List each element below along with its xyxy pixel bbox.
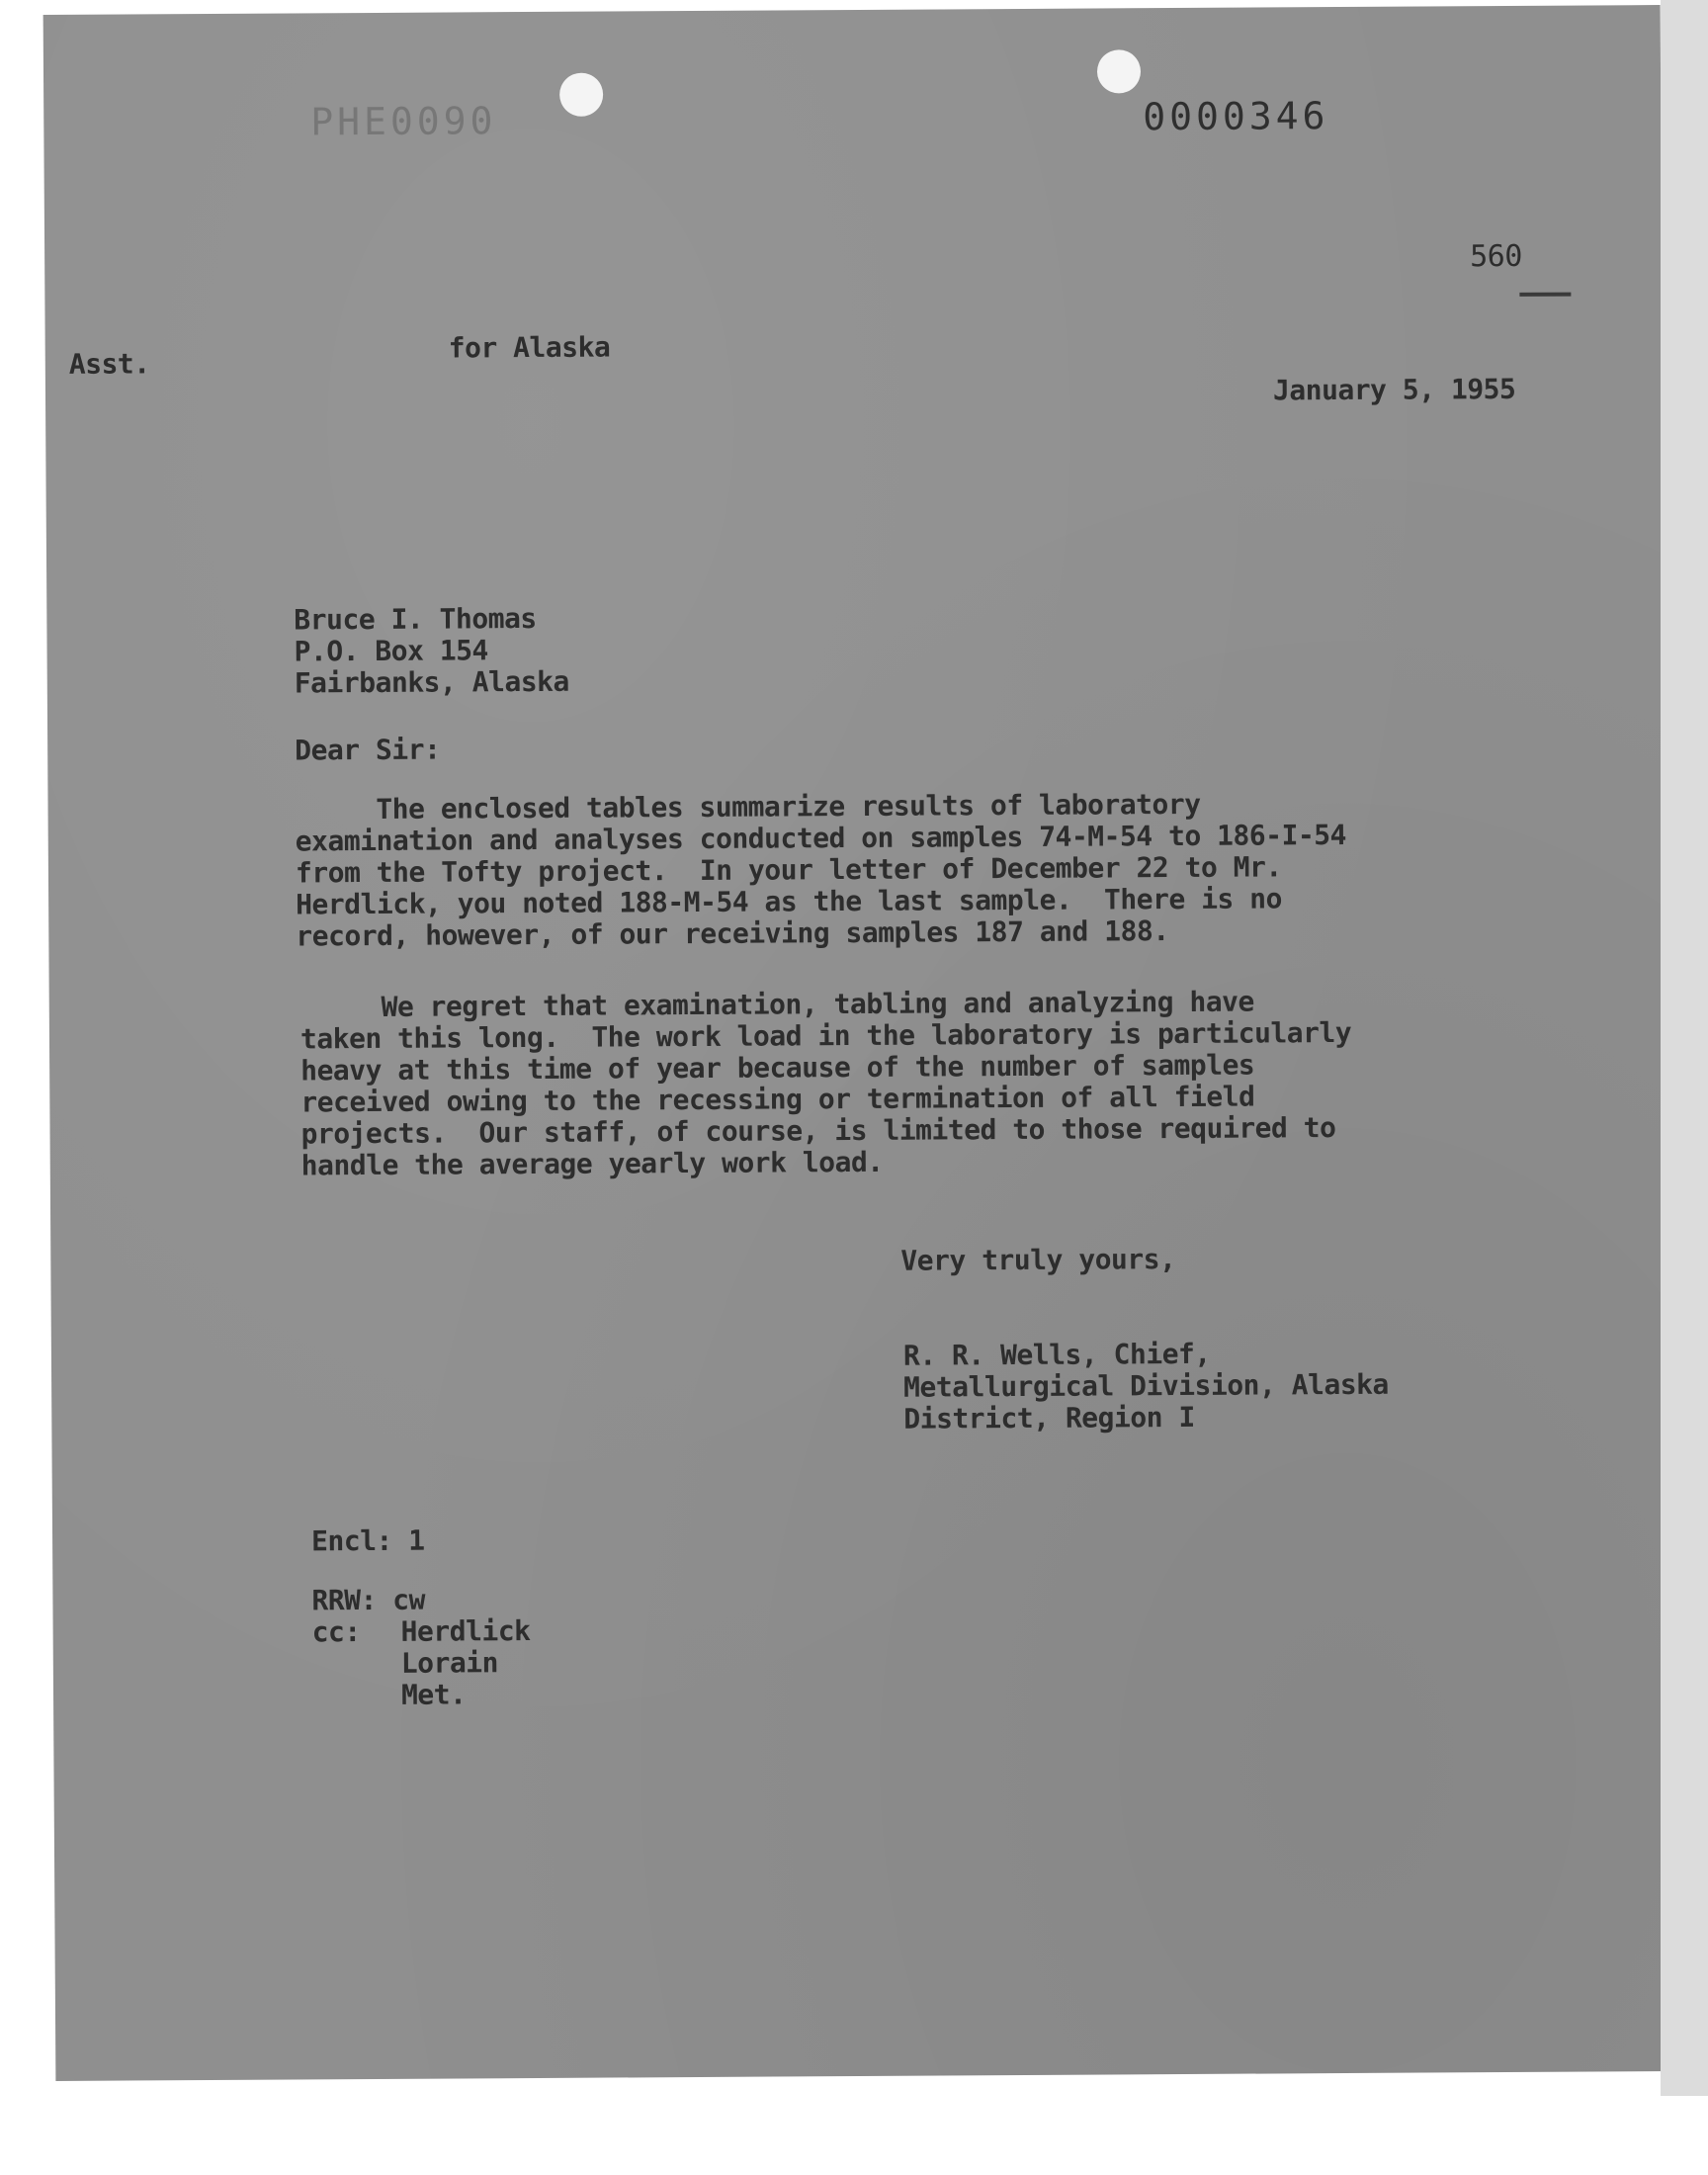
typist-initials: RRW: cw: [311, 1583, 426, 1617]
body-paragraph-2: [300, 986, 1389, 1182]
paragraph-line: from the Tofty project. In your letter of December 22 to Mr.: [295, 850, 1282, 890]
letter-page: [43, 5, 1673, 2081]
letter-date: January 5, 1955: [1272, 372, 1516, 407]
file-number-underline: [1519, 293, 1571, 297]
page-stamp-number: 0000346: [1143, 94, 1329, 139]
punch-hole-left: [559, 73, 603, 117]
for-alaska-label: for Alaska: [448, 330, 611, 365]
paragraph-line: heavy at this time of year because of the number of samples: [300, 1048, 1255, 1088]
signature-line2: Metallurgical Division, Alaska: [903, 1367, 1389, 1404]
assistant-label: Asst.: [68, 347, 150, 381]
scan-bottom-margin: [0, 2096, 1708, 2175]
closing: Very truly yours,: [900, 1243, 1176, 1277]
cc-recipient: Met.: [400, 1678, 467, 1711]
paragraph-line: The enclosed tables summarize results of laboratory: [295, 787, 1201, 826]
salutation: Dear Sir:: [295, 733, 441, 767]
cc-recipient: Herdlick: [400, 1614, 531, 1648]
cc-recipient: Lorain: [400, 1646, 499, 1680]
file-number: 560: [1470, 238, 1522, 275]
signature-line3: District, Region I: [903, 1400, 1195, 1436]
body-paragraph-1: [295, 788, 1383, 953]
paragraph-line: examination and analyses conducted on samples 74-M-54 to 186-I-54: [295, 818, 1347, 858]
signature-line1: R. R. Wells, Chief,: [902, 1337, 1211, 1372]
paragraph-line: projects. Our staff, of course, is limited to those required to: [300, 1111, 1336, 1151]
paragraph-line: received owing to the recessing or termination of all field: [300, 1080, 1255, 1119]
paragraph-line: Herdlick, you noted 188-M-54 as the last sample. There is no: [296, 882, 1283, 921]
faint-stamp-number: PHE0090: [310, 99, 497, 144]
paragraph-line: taken this long. The work load in the laboratory is particularly: [299, 1015, 1352, 1056]
punch-hole-right: [1097, 49, 1141, 93]
recipient-address-line1: P.O. Box 154: [294, 634, 488, 668]
cc-label: cc:: [311, 1615, 361, 1649]
scan-edge-strip: [1661, 0, 1708, 2096]
paragraph-line: handle the average yearly work load.: [300, 1145, 884, 1182]
recipient-name: Bruce I. Thomas: [294, 601, 537, 637]
paragraph-line: We regret that examination, tabling and analyzing have: [299, 985, 1254, 1024]
enclosure-note: Encl: 1: [310, 1523, 425, 1558]
paragraph-line: record, however, of our receiving samples 187 and 188.: [296, 914, 1169, 953]
recipient-address-line2: Fairbanks, Alaska: [294, 664, 569, 700]
